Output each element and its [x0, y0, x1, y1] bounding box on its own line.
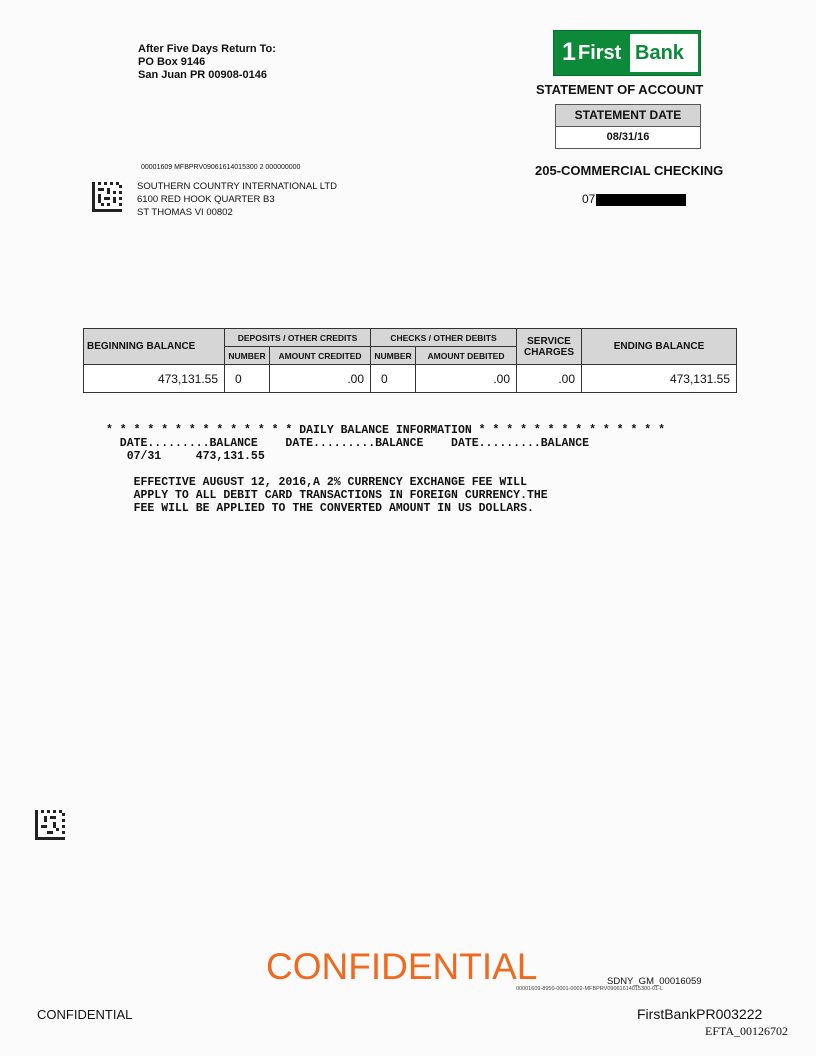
mailing-code: 00001609 MFBPRV09061614015300 2 000000000	[141, 164, 301, 171]
return-address	[138, 43, 276, 82]
notice-line: APPLY TO ALL DEBIT CARD TRANSACTIONS IN FOREIGN CURRENCY.THE	[106, 489, 548, 502]
statement-date-value: 08/31/16	[556, 127, 700, 148]
account-summary-table	[83, 328, 737, 393]
firstbank-bates-number: FirstBankPR003222	[637, 1006, 763, 1022]
barcode-icon	[92, 182, 122, 212]
daily-balance-header: * * * * * * * * * * * * * * DAILY BALANCE INFORMATION * * * * * * * * * * * * * *	[106, 424, 665, 437]
document-control-code: 00001609-8950-0001-0002-MFBPRV09061614015300-01-L	[516, 986, 663, 992]
statement-date-box	[555, 104, 701, 149]
confidential-stamp: CONFIDENTIAL	[266, 946, 538, 987]
daily-balance-columns: DATE.........BALANCE DATE.........BALANCE DATE.........BALANCE	[106, 437, 590, 450]
daily-balance-section	[106, 424, 665, 515]
return-address-line: After Five Days Return To:	[138, 43, 276, 55]
header-dep-number: NUMBER	[225, 347, 270, 365]
header-deposits: DEPOSITS / OTHER CREDITS	[225, 329, 371, 347]
return-address-line: PO Box 9146	[138, 56, 206, 68]
amount-credited-value: .00	[270, 365, 371, 393]
statement-date-label: STATEMENT DATE	[556, 105, 700, 127]
notice-line: EFFECTIVE AUGUST 12, 2016,A 2% CURRENCY EXCHANGE FEE WILL	[106, 476, 527, 489]
logo-one: 1	[562, 38, 575, 66]
service-charges-value: .00	[517, 365, 582, 393]
header-beginning-balance: BEGINNING BALANCE	[84, 329, 225, 365]
amount-debited-value: .00	[416, 365, 517, 393]
account-number	[582, 192, 686, 206]
confidential-label: CONFIDENTIAL	[37, 1007, 133, 1022]
account-number-prefix: 07	[582, 192, 596, 206]
ending-balance-value: 473,131.55	[582, 365, 737, 393]
customer-name: SOUTHERN COUNTRY INTERNATIONAL LTD	[137, 181, 338, 192]
redaction-bar	[596, 194, 686, 206]
sdny-bates-number: SDNY_GM_00016059	[607, 976, 702, 987]
customer-city: ST THOMAS VI 00802	[137, 207, 233, 218]
deposits-number-value: 0	[225, 365, 270, 393]
logo-bank-box	[630, 34, 698, 72]
barcode-icon	[35, 810, 65, 840]
return-address-line: San Juan PR 00908-0146	[138, 69, 268, 81]
daily-balance-row: 07/31 473,131.55	[106, 450, 265, 463]
logo-bank: Bank	[635, 42, 684, 64]
logo-first: First	[578, 42, 622, 64]
header-checks: CHECKS / OTHER DEBITS	[371, 329, 517, 347]
header-chk-number: NUMBER	[371, 347, 416, 365]
header-amount-credited: AMOUNT CREDITED	[270, 347, 371, 365]
firstbank-logo	[553, 30, 701, 76]
account-type: 205-COMMERCIAL CHECKING	[535, 163, 724, 178]
notice-line: FEE WILL BE APPLIED TO THE CONVERTED AMOUNT IN US DOLLARS.	[106, 502, 534, 515]
customer-street: 6100 RED HOOK QUARTER B3	[137, 194, 275, 205]
header-ending-balance: ENDING BALANCE	[582, 329, 737, 365]
checks-number-value: 0	[371, 365, 416, 393]
header-service-charges: SERVICE CHARGES	[517, 329, 582, 365]
efta-number: EFTA_00126702	[705, 1024, 789, 1038]
beginning-balance-value: 473,131.55	[84, 365, 225, 393]
header-amount-debited: AMOUNT DEBITED	[416, 347, 517, 365]
mailing-address	[137, 180, 337, 219]
statement-title: STATEMENT OF ACCOUNT	[536, 82, 704, 97]
